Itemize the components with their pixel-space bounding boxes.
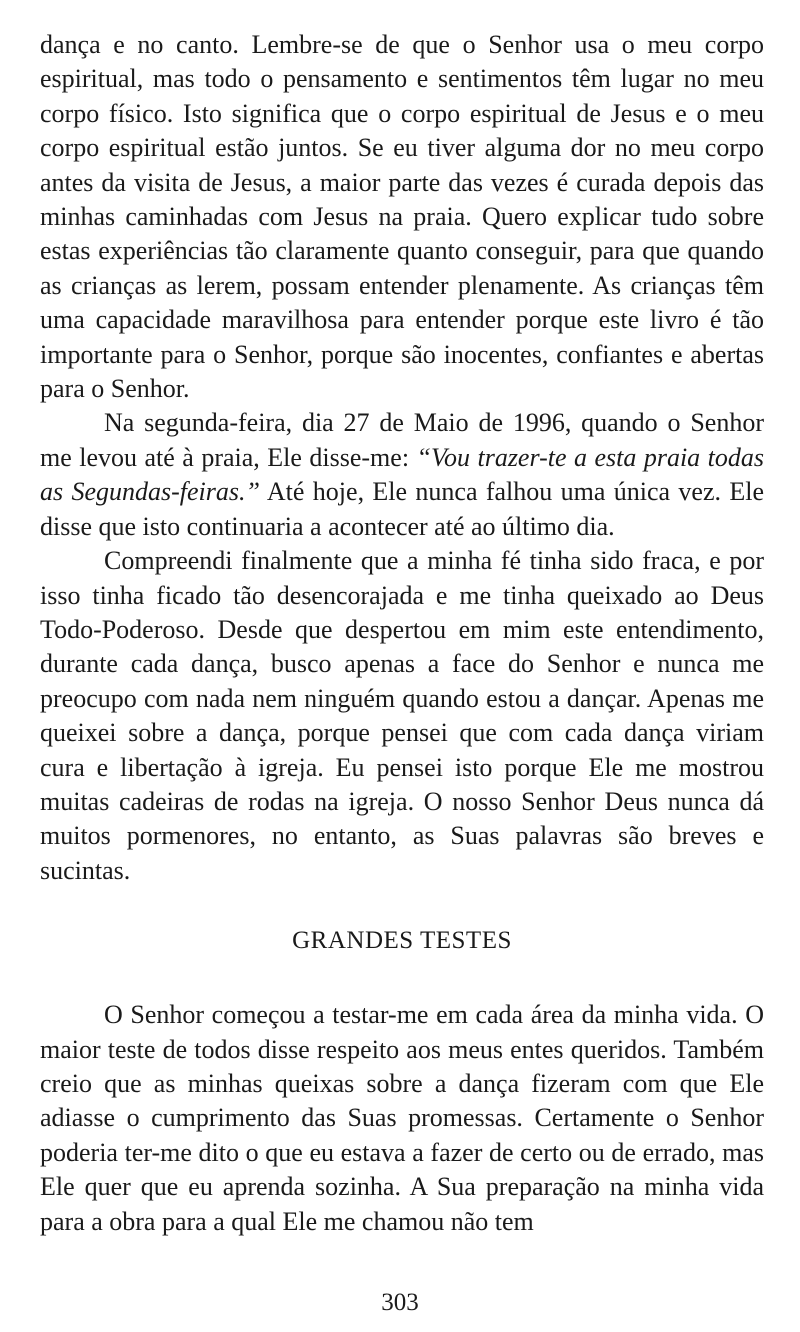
jesus-quote: “Vou trazer-te a esta praia todas as Segundas-feiras.” bbox=[40, 442, 765, 507]
paragraph-monday-beach bbox=[40, 406, 764, 544]
paragraph-text-before-quote: Na segunda-feira, dia 27 de Maio de 1996, quando o Senhor me levou até à praia, Ele disse-me: bbox=[40, 408, 764, 472]
paragraph-continuation: dança e no canto. Lembre-se de que o Senhor usa o meu corpo espiritual, mas todo o pensamento e sentimentos têm lugar no meu corpo físico. Isto significa que o corpo espiritual de Jesus e o meu corpo espiritual estão juntos. Se eu tiver alguma dor no meu corpo antes da visita de Jesus, a maior parte das vezes é curada depois das minhas caminhadas com Jesus na praia. Quero explicar tudo sobre estas experiências tão claramente quanto conseguir, para que quando as crianças as lerem, possam entender plenamente. As crianças têm uma capacidade maravilhosa para entender porque este livro é tão importante para o Senhor, porque são inocentes, confiantes e abertas para o Senhor. bbox=[40, 30, 764, 404]
section-heading: GRANDES TESTES bbox=[292, 927, 512, 955]
page-number: 303 bbox=[381, 1289, 419, 1316]
paragraph-tests: O Senhor começou a testar-me em cada área da minha vida. O maior teste de todos disse respeito aos meus entes queridos. Também creio que as minhas queixas sobre a dança fizeram com que Ele adiasse o cumprimento das Suas promessas. Certamente o Senhor poderia ter-me dito o que eu estava a fazer de certo ou de errado, mas Ele quer que eu aprenda sozinha. A Sua preparação na minha vida para a obra para a qual Ele me chamou não tem bbox=[40, 1000, 764, 1236]
paragraph-text-after-quote: Até hoje, Ele nunca falhou uma única vez. Ele disse que isto continuaria a acontecer até ao último dia. bbox=[40, 477, 765, 541]
paragraph-weak-faith: Compreendi finalmente que a minha fé tinha sido fraca, e por isso tinha ficado tão desencorajada e me tinha queixado ao Deus Todo-Poderoso. Desde que despertou em mim este entendimento, durante cada dança, busco apenas a face do Senhor e nunca me preocupo com nada nem ninguém quando estou a dançar. Apenas me queixei sobre a dança, porque pensei que com cada dança viriam cura e libertação à igreja. Eu pensei isto porque Ele me mostrou muitas cadeiras de rodas na igreja. O nosso Senhor Deus nunca dá muitos pormenores, no entanto, as Suas palavras são breves e sucintas. bbox=[40, 546, 764, 885]
book-page bbox=[40, 28, 764, 1318]
